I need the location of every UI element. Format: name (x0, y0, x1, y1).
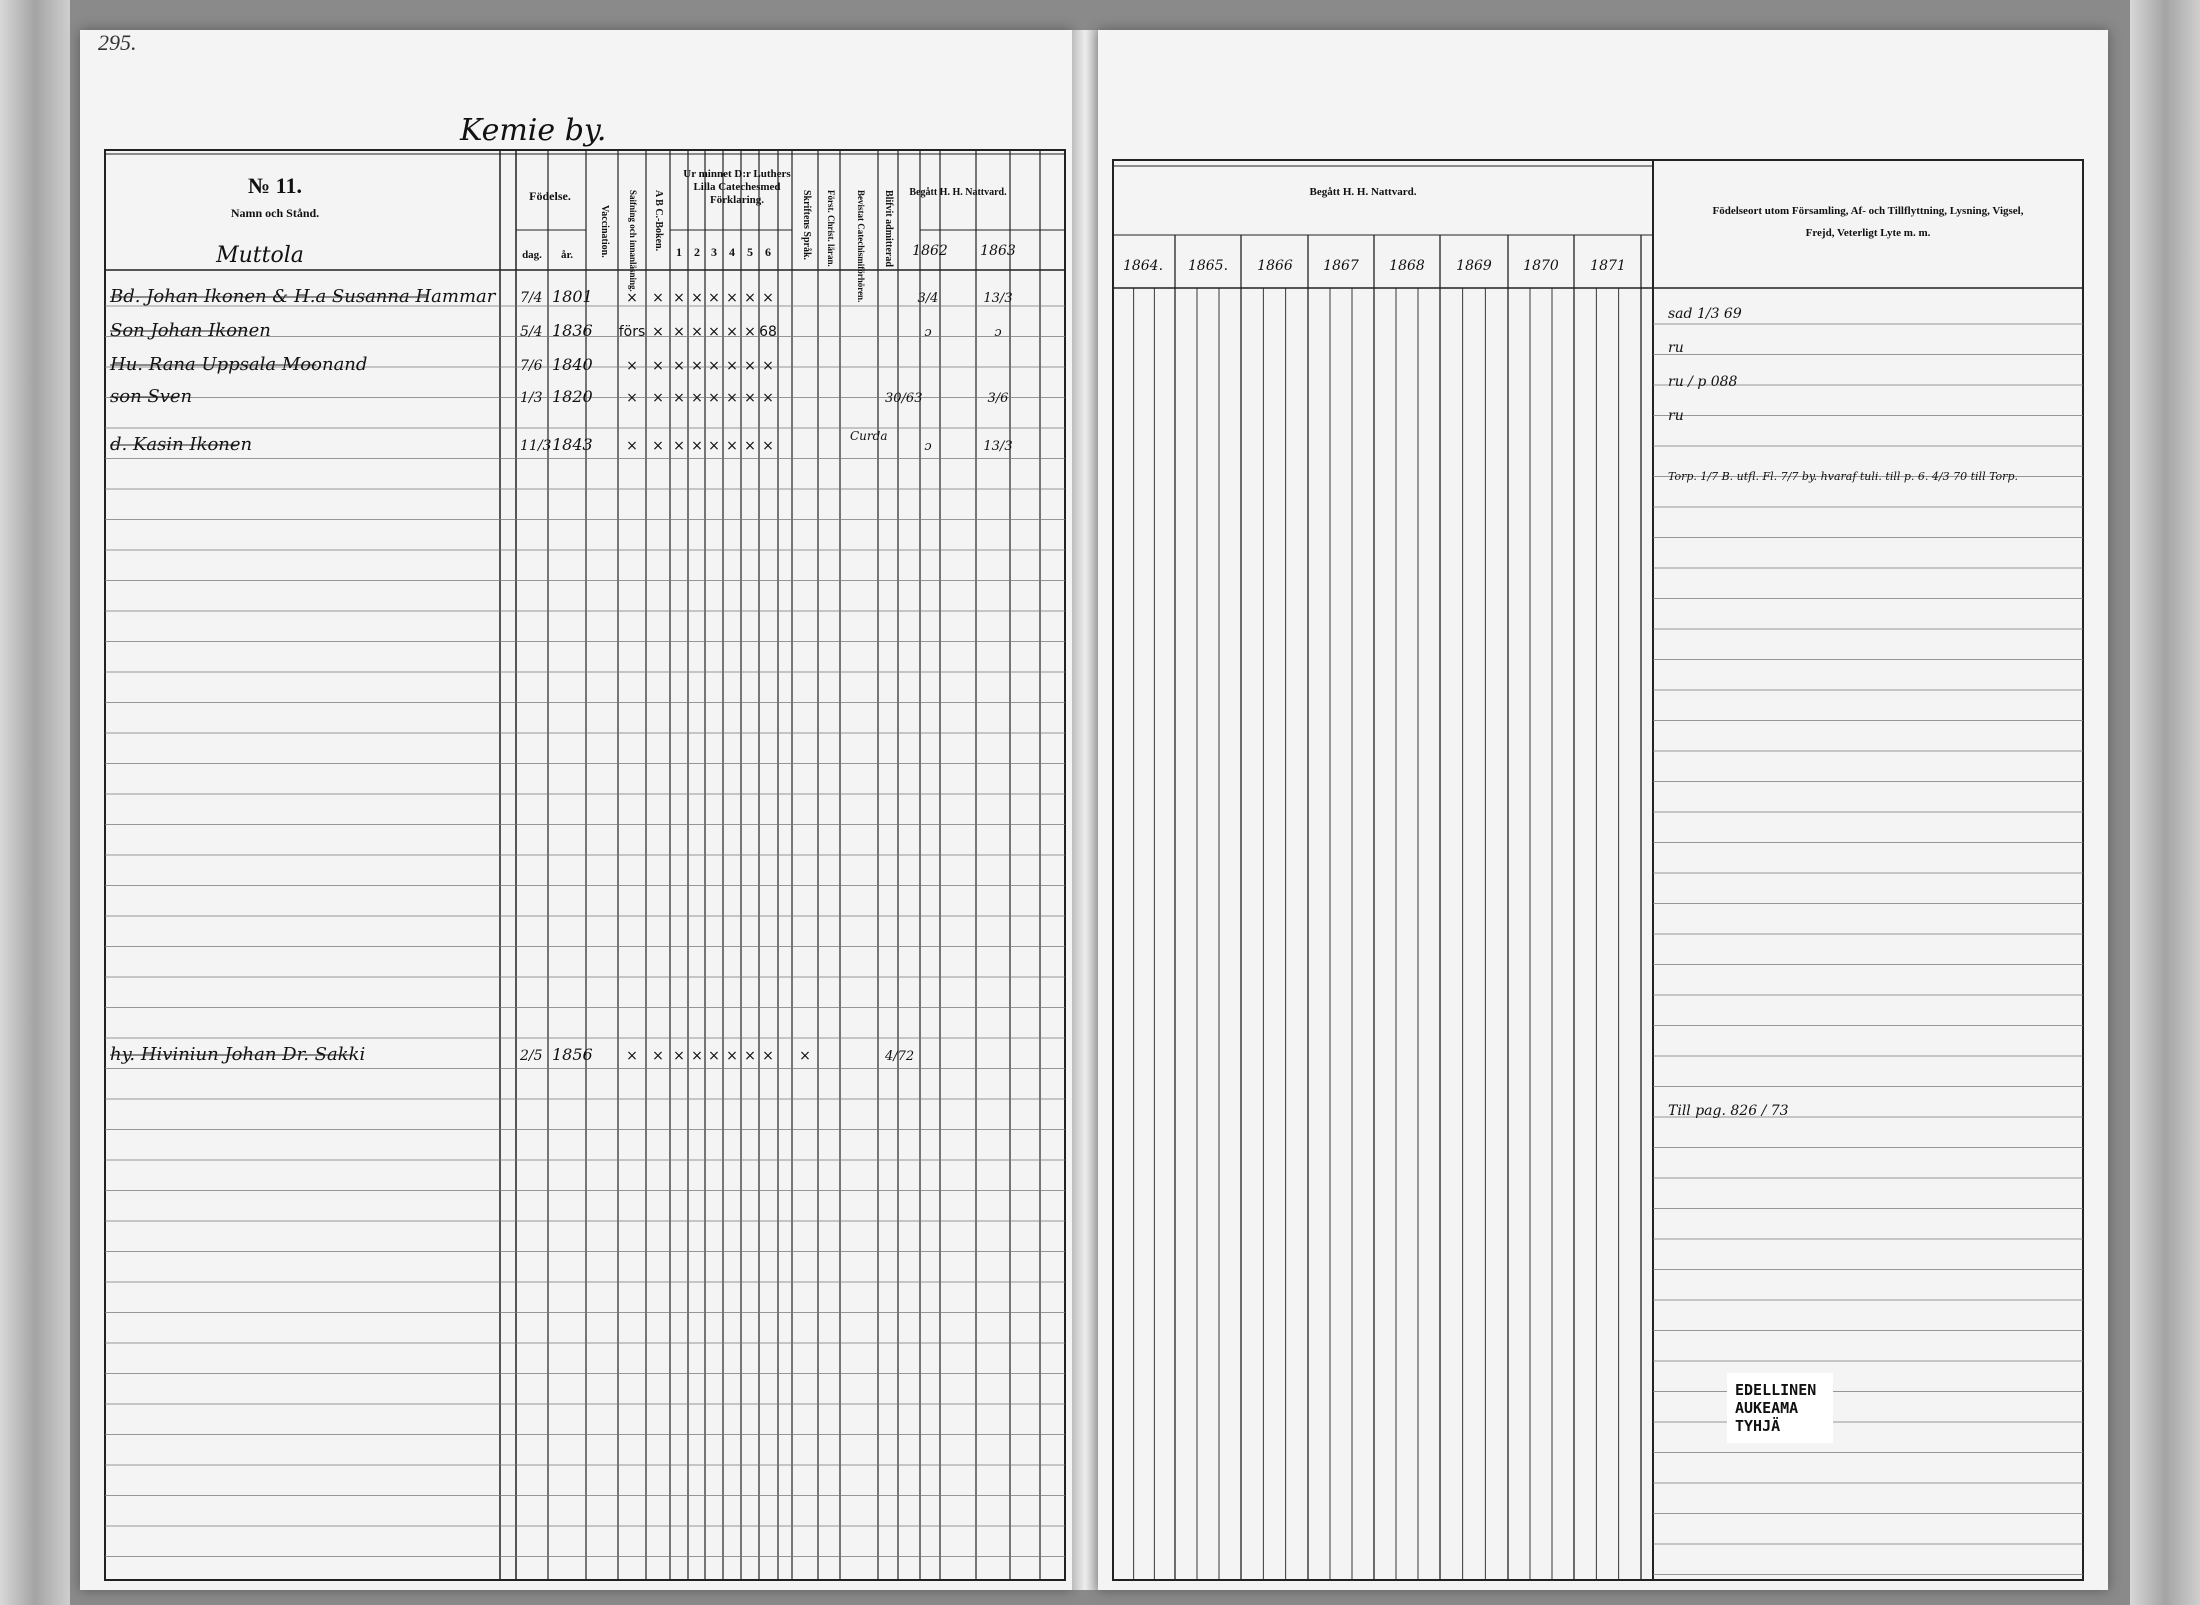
knowledge-mark: × (652, 324, 664, 340)
birth-year: 1840 (552, 355, 593, 374)
knowledge-mark: × (744, 358, 756, 374)
year-label: 1866 (1257, 258, 1293, 274)
catech-exam-header: Bevistat Catechismiförhören. (856, 190, 866, 303)
knowledge-mark: × (708, 324, 720, 340)
knowledge-mark: × (762, 290, 774, 306)
register-row (109, 286, 1013, 307)
knowledge-mark: × (762, 390, 774, 406)
knowledge-mark: 68 (759, 324, 777, 340)
book-gutter (1072, 30, 1098, 1590)
remark-text: sad 1/3 69 (1668, 306, 1742, 322)
left-register-grid (80, 30, 1072, 1590)
remark-text: Till pag. 826 / 73 (1668, 1103, 1789, 1119)
knowledge-mark: × (691, 290, 703, 306)
knowledge-mark: × (626, 1048, 638, 1064)
year-header: år. (560, 249, 574, 261)
knowledge-mark: × (726, 358, 738, 374)
knowledge-mark: × (762, 438, 774, 454)
knowledge-mark: × (708, 1048, 720, 1064)
stamp-line: EDELLINEN (1735, 1381, 1817, 1399)
birth-year: 1836 (552, 321, 593, 340)
birth-header: Födelse. (529, 189, 571, 203)
communion-date: 3/6 (987, 391, 1009, 406)
catechism-col-label: 6 (765, 245, 771, 259)
catechism-col-label: 3 (711, 245, 717, 259)
knowledge-mark: förs (618, 324, 646, 340)
knowledge-mark: × (726, 1048, 738, 1064)
knowledge-mark: × (762, 358, 774, 374)
communion-header-left: Begått H. H. Nattvard. (909, 187, 1007, 198)
knowledge-mark: × (691, 324, 703, 340)
name-header: Namn och Stånd. (230, 206, 320, 220)
year-label: 1869 (1456, 258, 1492, 274)
remark-text: ru (1668, 408, 1684, 424)
register-row (109, 354, 774, 375)
knowledge-mark: × (726, 438, 738, 454)
year-1862: 1862 (912, 243, 948, 259)
knowledge-mark: × (744, 390, 756, 406)
knowledge-mark: × (673, 438, 685, 454)
catechism-header: Ur minnet D:r Luthers Lilla Catechesmed Förklaring. (683, 168, 791, 206)
knowledge-mark: × (673, 390, 685, 406)
birth-day: 11/3 (520, 438, 552, 454)
knowledge-mark: × (744, 290, 756, 306)
knowledge-mark: × (673, 324, 685, 340)
admitted-date: 4/72 (885, 1049, 915, 1064)
knowledge-mark: × (652, 290, 664, 306)
register-row (110, 429, 1013, 455)
register-row (110, 1044, 914, 1065)
empty-spread-stamp (1727, 1373, 1833, 1443)
knowledge-mark: × (652, 438, 664, 454)
stamp-line: TYHJÄ (1735, 1417, 1781, 1435)
village-title: Kemie by. (460, 113, 607, 148)
person-name: hy. Hiviniun Johan Dr. Sakki (110, 1044, 366, 1065)
catechism-col-label: 2 (694, 245, 700, 259)
knowledge-mark: × (744, 1048, 756, 1064)
birth-day: 2/5 (520, 1048, 543, 1064)
birth-day: 1/3 (520, 390, 543, 406)
person-name: son Sven (110, 386, 193, 407)
catechism-col-label: 1 (676, 245, 682, 259)
admitted-date: 30/63 (885, 391, 923, 406)
register-row (110, 320, 1002, 341)
birth-year: 1801 (552, 287, 593, 306)
book-edge-left (0, 0, 70, 1605)
knowledge-mark: × (652, 1048, 664, 1064)
table-border (1113, 160, 2083, 1580)
scripture-mark: × (799, 1048, 811, 1064)
knowledge-mark: × (744, 438, 756, 454)
knowledge-mark: × (691, 390, 703, 406)
catechism-col-label: 4 (729, 245, 735, 259)
year-1863: 1863 (980, 243, 1016, 259)
birth-day: 7/6 (520, 358, 543, 374)
year-label: 1865. (1187, 258, 1229, 274)
person-name: d. Kasin Ikonen (110, 434, 253, 455)
knowledge-mark: × (673, 358, 685, 374)
exam-note: Curda (850, 429, 888, 443)
year-label: 1870 (1523, 258, 1559, 274)
birth-year: 1856 (552, 1045, 593, 1064)
knowledge-mark: × (708, 358, 720, 374)
catechism-col-label: 5 (747, 245, 753, 259)
christian-header: Först. Christ. läran. (826, 190, 836, 267)
communion-date: ɔ (924, 325, 932, 340)
year-label: 1868 (1389, 258, 1425, 274)
knowledge-mark: × (708, 290, 720, 306)
knowledge-mark: × (673, 1048, 685, 1064)
person-name: Hu. Rana Uppsala Moonand (110, 354, 368, 375)
day-header: dag. (522, 249, 542, 261)
vaccination-header: Vaccination. (599, 205, 610, 258)
knowledge-mark: × (652, 390, 664, 406)
reading-header: Saifning och innanläsning. (628, 190, 638, 292)
year-label: 1864. (1122, 258, 1164, 274)
knowledge-mark: × (673, 290, 685, 306)
book-edge-right (2130, 0, 2200, 1605)
household-number: № 11. (248, 173, 302, 198)
knowledge-mark: × (626, 390, 638, 406)
knowledge-mark: × (726, 290, 738, 306)
knowledge-mark: × (626, 358, 638, 374)
left-page (80, 30, 1072, 1590)
communion-date: 3/4 (917, 291, 939, 306)
right-page (1098, 30, 2108, 1590)
abc-header: A B C.-Boken. (653, 190, 664, 252)
register-row (110, 386, 1008, 407)
year-label: 1871 (1590, 258, 1626, 274)
knowledge-mark: × (708, 390, 720, 406)
birth-day: 5/4 (520, 324, 543, 340)
birth-year: 1843 (552, 435, 593, 454)
communion-date: 13/3 (983, 439, 1013, 454)
knowledge-mark: × (691, 1048, 703, 1064)
year-label: 1867 (1323, 258, 1359, 274)
right-register-grid (1098, 30, 2108, 1590)
person-name: Bd. Johan Ikonen & H.a Susanna Hammar (110, 286, 496, 307)
remark-text: ru / p 088 (1668, 374, 1738, 390)
knowledge-mark: × (726, 390, 738, 406)
knowledge-mark: × (691, 358, 703, 374)
knowledge-mark: × (626, 290, 638, 306)
knowledge-mark: × (691, 438, 703, 454)
birth-day: 7/4 (520, 290, 543, 306)
knowledge-mark: × (708, 438, 720, 454)
knowledge-mark: × (652, 358, 664, 374)
scripture-header: Skriftens Språk. (801, 190, 812, 261)
knowledge-mark: × (762, 1048, 774, 1064)
communion-date: ɔ (994, 325, 1002, 340)
knowledge-mark: × (744, 324, 756, 340)
knowledge-mark: × (726, 324, 738, 340)
birth-year: 1820 (552, 387, 593, 406)
stamp-line: AUKEAMA (1735, 1399, 1799, 1417)
farm-name: Muttola (216, 243, 304, 268)
remark-text: ru (1668, 340, 1684, 356)
knowledge-mark: × (626, 438, 638, 454)
communion-date: 13/3 (983, 291, 1013, 306)
remarks-header: Födelseort utom Församling, Af- och Tillflyttning, Lysning, Vigsel, Frejd, Veterligt Lyte m. m. (1712, 205, 2024, 239)
admitted-header: Blifvit admitterad (883, 190, 894, 267)
person-name: Son Johan Ikonen (110, 320, 271, 341)
page-number: 295. (98, 30, 137, 55)
communion-header-right: Begått H. H. Nattvard. (1309, 186, 1417, 198)
remark-text: Torp. 1/7 B. utfl. Fl. 7/7 by. hvaraf tuli. till p. 6. 4/3 70 till Torp. (1668, 470, 2018, 483)
communion-date: ɔ (924, 439, 932, 454)
